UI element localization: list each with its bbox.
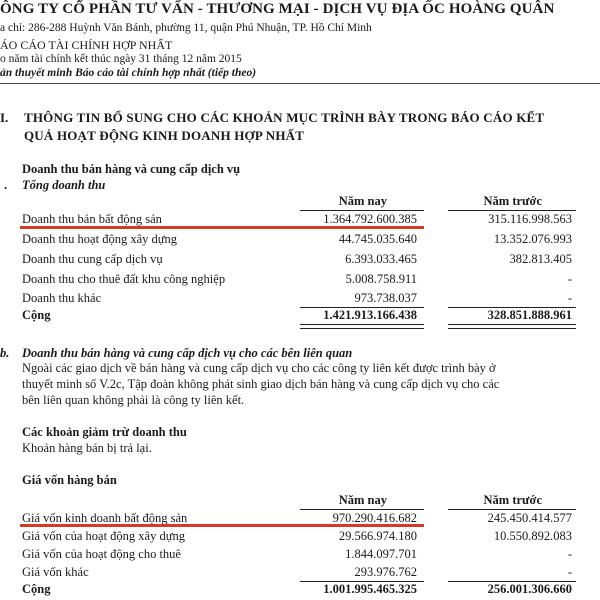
revenue-row-previous: 315.116.998.563 xyxy=(488,212,572,226)
revenue-col-previous-underline xyxy=(448,210,576,211)
revenue-row-current: 44.745.035.640 xyxy=(338,232,417,246)
section-title-line2: QUẢ HOẠT ĐỘNG KINH DOANH HỢP NHẤT xyxy=(24,128,305,143)
revenue-sub-heading: Tổng doanh thu xyxy=(22,178,106,192)
revenue-row-previous: - xyxy=(567,291,572,305)
deductions-text: Khoản hàng bán bị trả lại. xyxy=(22,441,152,455)
section-number: I. xyxy=(0,110,9,125)
cogs-total-previous: 256.001.306.660 xyxy=(487,582,572,596)
revenue-row-current: 973.738.037 xyxy=(354,291,417,305)
related-sub-number: b. xyxy=(0,346,10,360)
revenue-row-previous: 13.352.076.993 xyxy=(493,232,572,246)
company-address: a chỉ: 286-288 Huỳnh Văn Bánh, phường 11, quận Phú Nhuận, TP. Hồ Chí Minh xyxy=(0,22,372,34)
cogs-row-previous: - xyxy=(567,565,572,579)
cogs-col-previous-underline xyxy=(448,509,576,510)
revenue-total-current: 1.421.913.166.438 xyxy=(323,308,417,322)
cogs-row-label: Giá vốn khác xyxy=(22,565,89,579)
revenue-row-label: Doanh thu cung cấp dịch vụ xyxy=(22,252,163,266)
revenue-heading: Doanh thu bán hàng và cung cấp dịch vụ xyxy=(22,162,241,176)
revenue-sub-number: . xyxy=(4,178,8,192)
related-heading: Doanh thu bán hàng và cung cấp dịch vụ cho các bên liên quan xyxy=(22,346,353,360)
cogs-row-current: 1.844.097.701 xyxy=(345,547,417,561)
related-paragraph-line2: thuyết minh số V.2c, Tập đoàn không phát sinh giao dịch bán hàng và cung cấp dịch vụ cho các xyxy=(22,377,500,391)
revenue-row-label: Doanh thu cho thuê đất khu công nghiệp xyxy=(22,272,226,286)
cogs-total-label: Cộng xyxy=(22,582,51,596)
cogs-col-current: Năm nay xyxy=(338,493,387,507)
report-period: o năm tài chính kết thúc ngày 31 tháng 12 năm 2015 xyxy=(0,53,242,65)
revenue-row-label: Doanh thu khác xyxy=(22,291,102,305)
revenue-col-current-underline xyxy=(300,210,424,211)
notes-title: ản thuyết minh Báo cáo tài chính hợp nhất (tiếp theo) xyxy=(0,67,257,79)
header-divider xyxy=(0,83,600,84)
revenue-row-label: Doanh thu bán bất động sản xyxy=(22,212,162,226)
company-name: ÔNG TY CỔ PHẦN TƯ VẤN - THƯƠNG MẠI - DỊCH VỤ ĐỊA ỐC HOÀNG QUÂN xyxy=(0,1,555,17)
revenue-row-label: Doanh thu hoạt động xây dựng xyxy=(22,232,178,246)
revenue-row-previous: - xyxy=(567,272,572,286)
cogs-row-previous: - xyxy=(567,547,572,561)
deductions-heading: Các khoản giảm trừ doanh thu xyxy=(22,425,187,439)
revenue-col-previous: Năm trước xyxy=(483,194,542,208)
revenue-col-current: Năm nay xyxy=(338,194,387,208)
cogs-row-label: Giá vốn của hoạt động xây dựng xyxy=(22,529,185,543)
related-paragraph-line3: bên liên quan không phải là công ty liên kết. xyxy=(22,393,245,407)
revenue-total-double-line xyxy=(300,324,424,329)
red-highlight-underline xyxy=(20,226,424,229)
cogs-row-previous: 10.550.892.083 xyxy=(493,529,572,543)
cogs-total-current: 1.001.995.465.325 xyxy=(323,582,417,596)
revenue-row-current: 5.008.758.911 xyxy=(345,272,417,286)
cogs-row-current: 970.290.416.682 xyxy=(332,511,417,525)
report-title: ÁO CÁO TÀI CHÍNH HỢP NHẤT xyxy=(0,38,173,52)
revenue-row-current: 6.393.033.465 xyxy=(345,252,417,266)
cogs-row-current: 293.976.762 xyxy=(354,565,417,579)
cogs-col-current-underline xyxy=(300,509,424,510)
cogs-heading: Giá vốn hàng bán xyxy=(22,473,117,487)
revenue-total-double-line xyxy=(448,324,576,329)
cogs-row-label: Giá vốn của hoạt động cho thuê xyxy=(22,547,181,561)
cogs-row-label: Giá vốn kinh doanh bất động sản xyxy=(22,511,188,525)
cogs-row-previous: 245.450.414.577 xyxy=(487,511,572,525)
cogs-col-previous: Năm trước xyxy=(483,493,542,507)
section-title-line1: THÔNG TIN BỔ SUNG CHO CÁC KHOẢN MỤC TRÌNH BÀY TRONG BÁO CÁO KẾT xyxy=(24,110,545,125)
red-highlight-underline xyxy=(20,524,424,527)
revenue-total-label: Cộng xyxy=(22,308,51,322)
related-paragraph-line1: Ngoài các giao dịch về bán hàng và cung cấp dịch vụ cho các công ty liên kết được trình bày ở xyxy=(22,361,496,375)
revenue-total-previous: 328.851.888.961 xyxy=(487,308,572,322)
cogs-row-current: 29.566.974.180 xyxy=(338,529,417,543)
revenue-row-current: 1.364.792.600.385 xyxy=(323,212,417,226)
revenue-row-previous: 382.813.405 xyxy=(509,252,572,266)
